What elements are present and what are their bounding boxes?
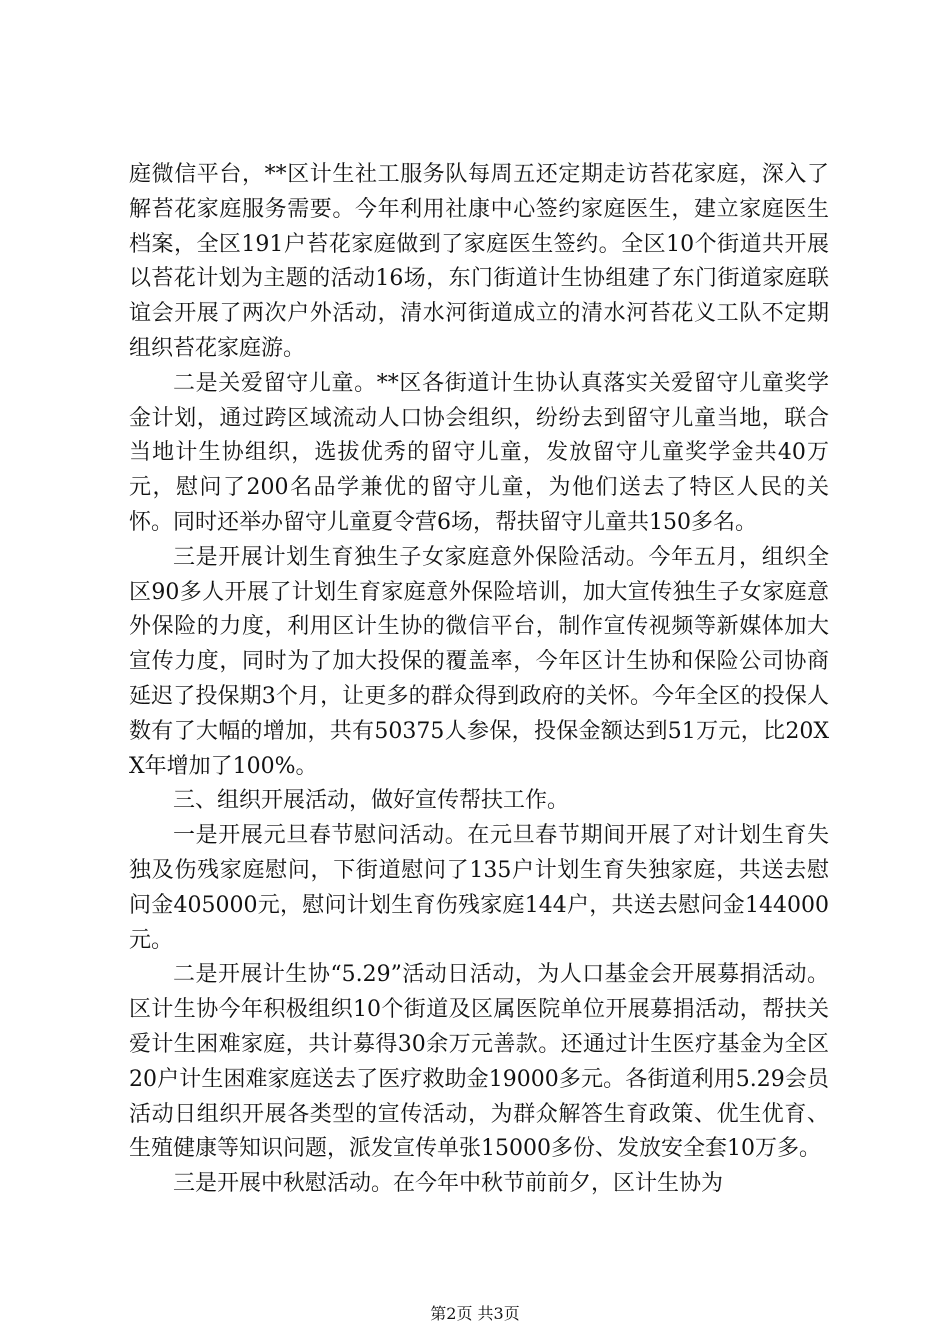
paragraph-new-year-visits: 一是开展元旦春节慰问活动。在元旦春节期间开展了对计划生育失独及伤残家庭慰问，下街道慰问了135户计划生育失独家庭，共送去慰问金405000元，慰问计划生育伤残家庭144户，共送去慰问金144000元。 [129, 823, 829, 953]
page-number-footer: 第2页 共3页 [430, 1304, 520, 1323]
paragraph-left-behind-children: 二是关爱留守儿童。**区各街道计生协认真落实关爱留守儿童奖学金计划，通过跨区域流动人口协会组织，纷纷去到留守儿童当地，联合当地计生协组织，选拔优秀的留守儿童，发放留守儿童奖学金共40万元，慰问了200名品学兼优的留守儿童，为他们送去了特区人民的关怀。同时还举办留守儿童夏令营6场，帮扶留守儿童共150多名。 [129, 370, 829, 535]
paragraph-accident-insurance: 三是开展计划生育独生子女家庭意外保险活动。今年五月，组织全区90多人开展了计划生育家庭意外保险培训，加大宣传独生子女家庭意外保险的力度，利用区计生协的微信平台，制作宣传视频等新媒体加大宣传力度，同时为了加大投保的覆盖率，今年区计生协和保险公司协商延迟了投保期3个月，让更多的群众得到政府的关怀。今年全区的投保人数有了大幅的增加，共有50375人参保，投保金额达到51万元，比20XX年增加了100%。 [129, 544, 829, 779]
paragraph-mid-autumn: 三是开展中秋慰活动。在今年中秋节前前夕，区计生协为 [173, 1171, 724, 1197]
document-body [129, 158, 829, 1202]
paragraph-529-activity-day: 二是开展计生协“5.29”活动日活动，为人口基金会开展募捐活动。区计生协今年积极组织10个街道及区属医院单位开展募捐活动，帮扶关爱计生困难家庭，共计募得30余万元善款。还通过计生医疗基金为全区20户计生困难家庭送去了医疗救助金19000多元。各街道利用5.29会员活动日组织开展各类型的宣传活动，为群众解答生育政策、优生优育、生殖健康等知识问题，派发宣传单张15000多份、发放安全套10万多。 [129, 962, 829, 1162]
paragraph-continuation: 庭微信平台，**区计生社工服务队每周五还定期走访苔花家庭，深入了解苔花家庭服务需要。今年利用社康中心签约家庭医生，建立家庭医生档案，全区191户苔花家庭做到了家庭医生签约。全区10个街道共开展以苔花计划为主题的活动16场，东门街道计生协组建了东门街道家庭联谊会开展了两次户外活动，清水河街道成立的清水河苔花义工队不定期组织苔花家庭游。 [129, 162, 829, 361]
section-heading-activities: 三、组织开展活动，做好宣传帮扶工作。 [173, 788, 570, 814]
